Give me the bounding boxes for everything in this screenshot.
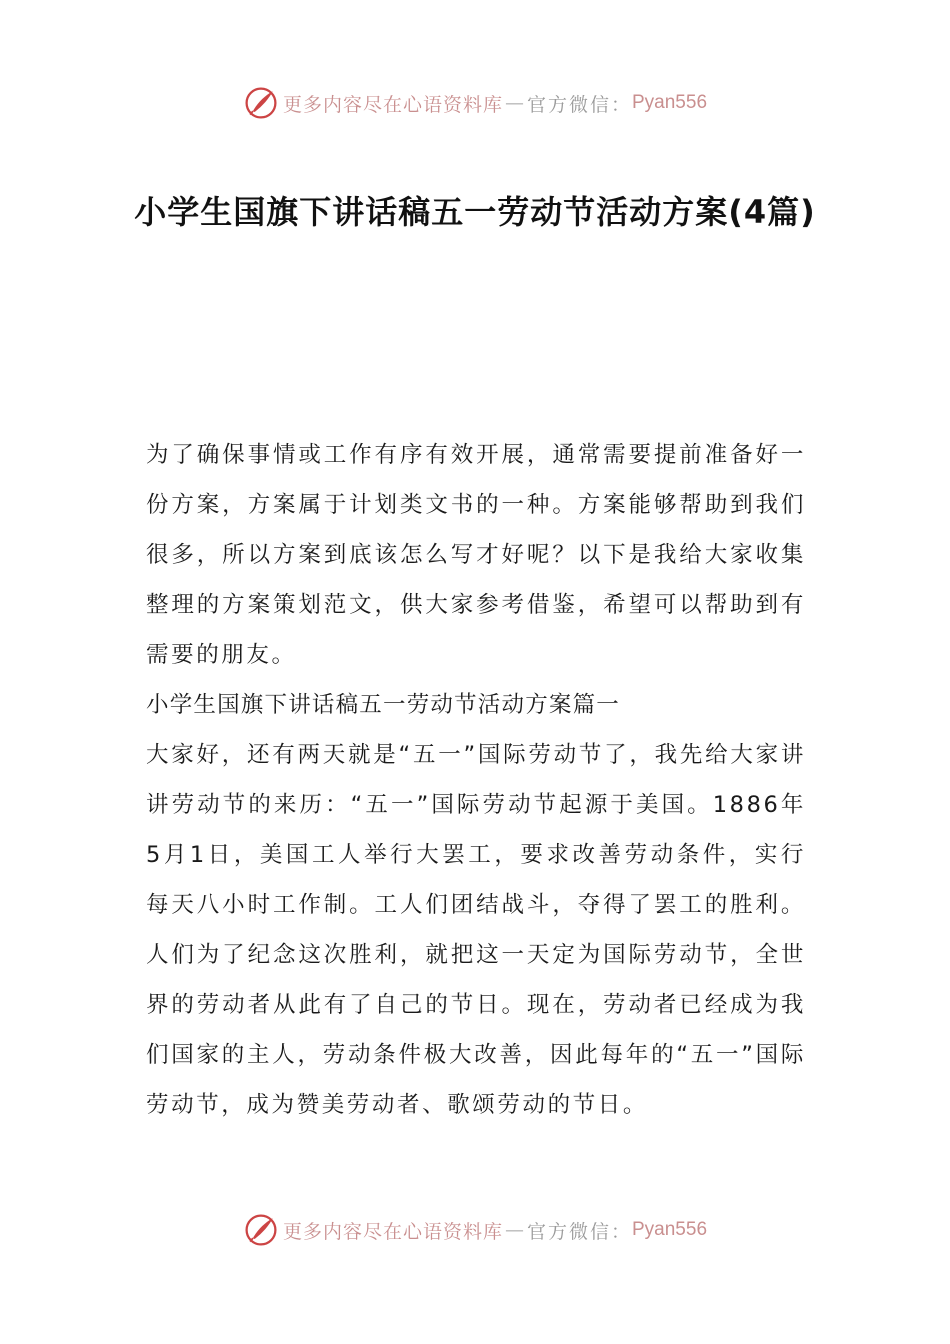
- footer-watermark: [0, 1210, 950, 1250]
- intro-paragraph: 为了确保事情或工作有序有效开展，通常需要提前准备好一份方案，方案属于计划类文书的一种。方案能够帮助到我们很多，所以方案到底该怎么写才好呢？以下是我给大家收集整理的方案策划范文，供大家参考借鉴，希望可以帮助到有需要的朋友。: [146, 442, 806, 668]
- document-body: [146, 430, 806, 1130]
- document-title: 小学生国旗下讲话稿五一劳动节活动方案(4篇): [134, 193, 816, 231]
- watermark-brand-text: 更多内容尽在心语资料库: [282, 93, 503, 116]
- watermark-brand-text: 更多内容尽在心语资料库: [282, 1220, 503, 1243]
- section-heading: 小学生国旗下讲话稿五一劳动节活动方案篇一: [146, 692, 621, 718]
- body-paragraph: 大家好，还有两天就是“五一”国际劳动节了，我先给大家讲讲劳动节的来历：“五一”国际劳动节起源于美国。1886年5月1日，美国工人举行大罢工，要求改善劳动条件，实行每天八小时工作制。工人们团结战斗，夺得了罢工的胜利。人们为了纪念这次胜利，就把这一天定为国际劳动节，全世界的劳动者从此有了自己的节日。现在，劳动者已经成为我们国家的主人，劳动条件极大改善，因此每年的“五一”国际劳动节，成为赞美劳动者、歌颂劳动的节日。: [146, 742, 806, 1118]
- feather-pen-logo-icon: [243, 1212, 279, 1248]
- watermark-official-label: 官方微信：: [526, 1220, 632, 1243]
- header-watermark: [0, 83, 950, 123]
- watermark-separator: —: [504, 1219, 525, 1241]
- watermark-wechat-id: Pyan556: [632, 1219, 708, 1240]
- watermark-separator: —: [504, 92, 525, 114]
- watermark-official-label: 官方微信：: [526, 93, 632, 116]
- watermark-wechat-id: Pyan556: [632, 92, 708, 113]
- feather-pen-logo-icon: [243, 85, 279, 121]
